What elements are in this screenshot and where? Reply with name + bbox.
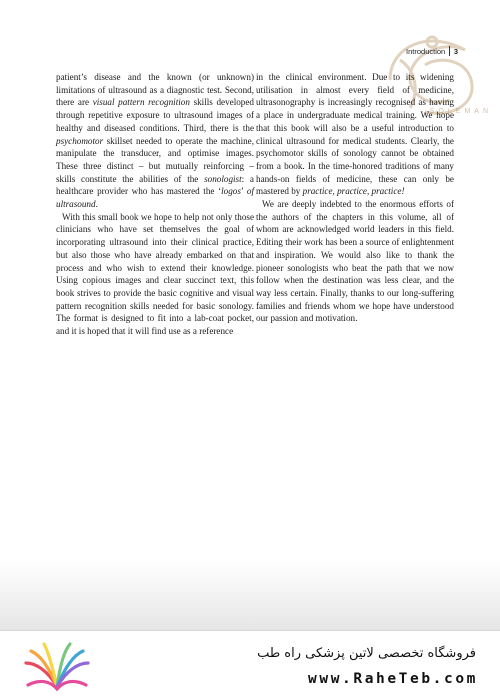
open-book-logo-icon bbox=[22, 641, 92, 693]
page-number: 3 bbox=[453, 46, 458, 56]
page-bottom-shadow bbox=[0, 560, 500, 630]
body-paragraph: in the clinical environment. Due to its widening utilisation in almost every field of medicine, ultrasonography is increasingly recognised as having a place in undergraduate medical training. We hope that this book will also be a useful introduction to clinical ultrasound for medical students. Clearly, the psychomotor skills of sonology cannot be obtained from a book. In the time-honored traditions of many hands-on fields of medicine, these can only be mastered by practice, practice, practice! bbox=[256, 72, 454, 197]
header-divider bbox=[449, 46, 450, 56]
body-paragraph: patient’s disease and the known (or unknown) limitations of ultrasound as a diagnostic test. Second, there are visual pattern recognition skills developed through repetitive exposure to ultrasound images of healthy and diseased conditions. Third, there is the psychomotor skillset needed to operate the machine, manipulate the transducer, and optimise images. These three distinct – but mutually reinforcing – skills constitute the abilities of the sonologist: a healthcare provider who has mastered the ‘logos’ of ultrasound. bbox=[56, 72, 254, 210]
section-title: Introduction bbox=[406, 46, 446, 56]
store-name: فروشگاه تخصصی لاتین پزشکی راه طب bbox=[257, 646, 476, 661]
right-text-column bbox=[256, 71, 454, 325]
footer-banner bbox=[0, 630, 500, 700]
body-paragraph: With this small book we hope to help not only those clinicians who have set themselves the goal of incorporating ultrasound into their clinical practice, but also those who have already embarked on that process and who wish to extend their knowledge. Using copious images and clear succinct text, this book strives to provide the basic cognitive and visual pattern recognition skills needed for basic sonology. The format is designed to fit into a lab-coat pocket, and it is hoped that it will find use as a reference bbox=[56, 211, 254, 337]
store-url[interactable]: www.RaheTeb.com bbox=[308, 671, 478, 687]
body-paragraph: We are deeply indebted to the enormous efforts of the authors of the chapters in this volume, all of whom are acknowledged world leaders in this field. Editing their work has been a source of enlightenment and inspiration. We would also like to thank the pioneer sonologists who beat the path that we now follow when the destination was less clear, and the way less certain. Finally, thanks to our long-suffering families and friends whom we hope have understood our passion and motivation. bbox=[256, 199, 454, 324]
left-text-column bbox=[56, 71, 254, 338]
running-header bbox=[406, 46, 458, 56]
watermark-text: SOLEMAN bbox=[429, 108, 492, 115]
